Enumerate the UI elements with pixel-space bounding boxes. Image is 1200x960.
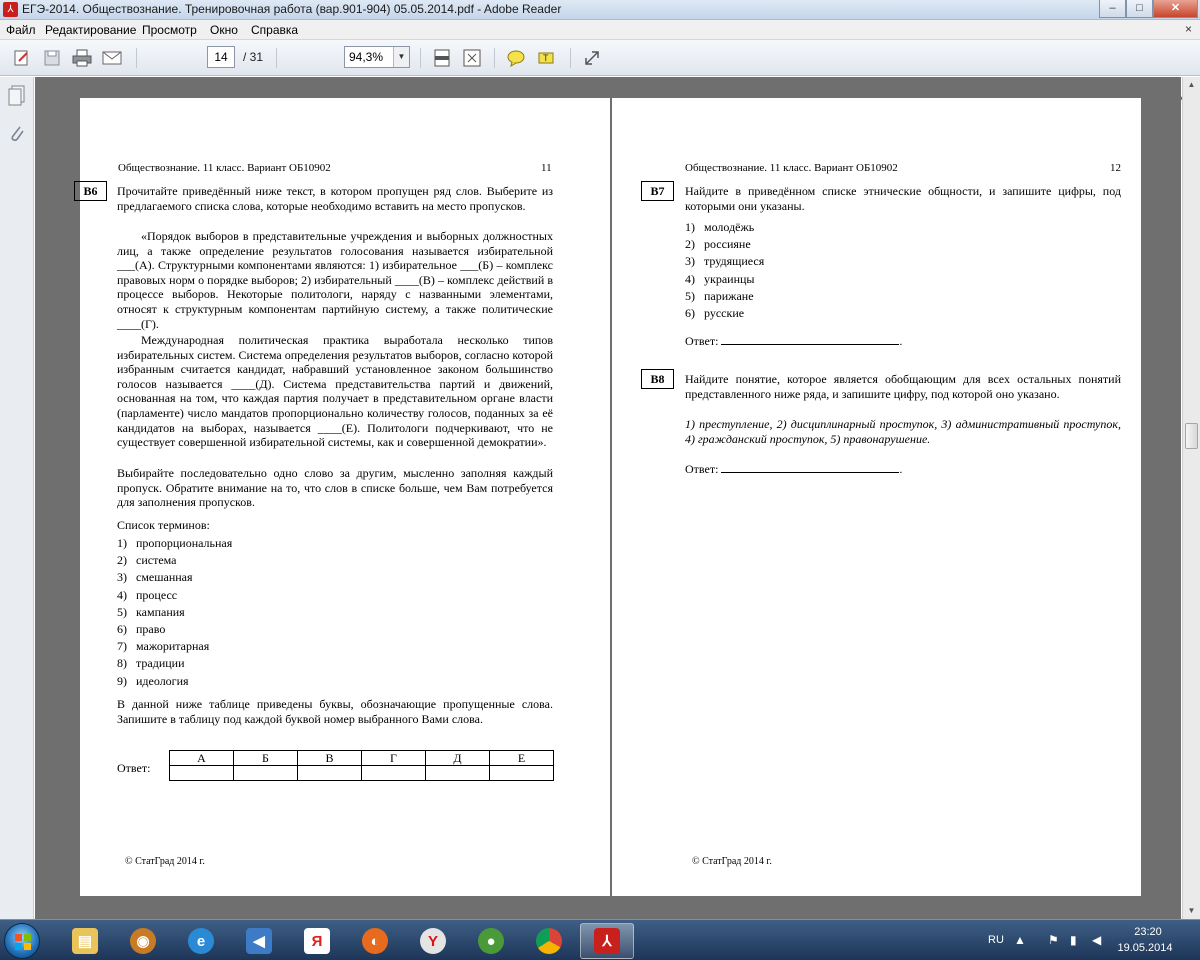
table-header-v: В — [298, 751, 362, 766]
email-icon[interactable] — [100, 47, 124, 69]
pdf-icon: ⅄ — [3, 2, 18, 17]
close-button[interactable]: ✕ — [1153, 0, 1198, 18]
page-footer: © СтатГрад 2014 г. — [692, 856, 772, 867]
list-item: 9) идеология — [117, 673, 189, 688]
chrome-icon — [536, 928, 562, 954]
network-icon[interactable]: ▮ — [1070, 933, 1077, 947]
table-cell — [170, 766, 234, 781]
table-cell — [426, 766, 490, 781]
yandex-icon: Я — [304, 928, 330, 954]
zoom-select[interactable] — [344, 46, 410, 68]
list-item: 3) смешанная — [117, 570, 193, 585]
answer-label: Ответ: — [685, 462, 719, 476]
answer-table — [169, 750, 554, 781]
taskbar-pinball[interactable] — [464, 923, 518, 959]
highlight-icon[interactable] — [534, 47, 558, 69]
pdf-page-11 — [80, 98, 610, 896]
fit-page-icon[interactable] — [460, 47, 484, 69]
svg-text:T: T — [543, 53, 549, 63]
list-item: 6) русские — [685, 306, 745, 321]
task-label-b8: В8 — [641, 369, 674, 389]
start-button[interactable] — [4, 923, 40, 959]
page-total: / 31 — [243, 50, 264, 64]
flag-icon[interactable]: ⚑ — [1048, 933, 1059, 947]
taskbar-eye-app[interactable] — [116, 923, 170, 959]
scroll-down-icon[interactable]: ▼ — [1187, 906, 1196, 915]
table-header-b: Б — [234, 751, 298, 766]
taskbar-yandex[interactable] — [290, 923, 344, 959]
answer-label: Ответ: — [117, 761, 151, 775]
task-label-b7: В7 — [641, 181, 674, 201]
list-item: 7) мажоритарная — [117, 639, 210, 654]
b8-options: 1) преступление, 2) дисциплинарный проступок, 3) административный проступок, 4) гражданский проступок, 5) правонарушение. — [685, 417, 1121, 446]
minimize-button[interactable]: – — [1099, 0, 1126, 18]
b8-answer: Ответ: . — [685, 462, 903, 476]
task-paragraph-2: Международная политическая практика выработала несколько типов избирательных систем. Система определения результатов выборов, согласно которой избранным считается кандидат, набравший установленное законом большинство голосов называется ____(Д). Система представительства партий и движений, основанная на том, что каждая партия получает в представительном органе власти (парламенте) число мандатов пропорционально количеству голосов, поданных за её кандидатов на выборах, называется ____(Е). Политологи подчеркивают, что не существует совершенной избирательной системы, как и совершенной демократии». — [117, 333, 553, 450]
windows-logo-icon — [15, 934, 31, 950]
b7-answer: Ответ: . — [685, 334, 903, 348]
clock-time[interactable]: 23:20 — [1134, 926, 1162, 938]
task-paragraph-1: «Порядок выборов в представительные учреждения и выборных должностных лиц, а также определение результатов голосования называется избирательной ___(А). Структурными компонентами являются: 1) избирательное ___(Б) – комплекс правовых норм о порядке выборов; 2) избирательный ____(В) – комплекс действий в процессе выборов. Некоторые политологи, наряду с названными элементами, относят к структурным компонентам партийную систему, а также политические ____(Г). — [117, 229, 553, 331]
list-item: 4) процесс — [117, 587, 178, 602]
taskbar — [0, 919, 1200, 960]
task-intro: Прочитайте приведённый ниже текст, в котором пропущен ряд слов. Выберите из предлагаемого списка слова, которые необходимо вставить на место пропусков. — [117, 184, 553, 213]
close-document-icon[interactable]: × — [1184, 22, 1192, 36]
taskbar-adobe-reader[interactable] — [580, 923, 634, 959]
page-number: 12 — [1110, 162, 1121, 174]
list-item: 5) парижане — [685, 288, 754, 303]
page-number-input[interactable]: 14 — [207, 46, 235, 68]
table-header-g: Г — [362, 751, 426, 766]
taskbar-firefox[interactable] — [348, 923, 402, 959]
table-cell — [234, 766, 298, 781]
list-item: 1) пропорциональная — [117, 536, 233, 550]
page-header: Обществознание. 11 класс. Вариант ОБ10902 — [118, 162, 331, 174]
menu-window[interactable]: Окно — [210, 23, 238, 37]
scroll-up-icon[interactable]: ▲ — [1187, 80, 1196, 89]
table-row — [170, 751, 554, 766]
save-icon[interactable] — [40, 47, 64, 69]
system-tray — [980, 920, 1200, 960]
answer-line — [721, 334, 899, 345]
menu-help[interactable]: Справка — [251, 23, 299, 37]
pdf-icon: ⅄ — [594, 928, 620, 954]
yandex-browser-icon: Y — [420, 928, 446, 954]
terms-title: Список терминов: — [117, 518, 210, 532]
b8-text: Найдите понятие, которое является обобщающим для всех остальных понятий представленного ниже ряда, и запишите цифру, под которой оно указано. — [685, 372, 1121, 401]
toolbar — [0, 40, 1200, 76]
list-item: 4) украинцы — [685, 271, 755, 286]
page-thumbnails-icon[interactable] — [8, 85, 26, 107]
expand-icon[interactable] — [580, 47, 604, 69]
fit-width-icon[interactable] — [430, 47, 454, 69]
document-area — [35, 77, 1181, 919]
volume-icon[interactable]: ◀ — [1092, 933, 1102, 947]
table-cell — [362, 766, 426, 781]
maximize-button[interactable]: □ — [1126, 0, 1153, 18]
b7-text: Найдите в приведённом списке этнические общности, и запишите цифры, под которыми они указаны. — [685, 184, 1121, 213]
table-cell — [298, 766, 362, 781]
clock-date[interactable]: 19.05.2014 — [1117, 942, 1173, 954]
scroll-thumb[interactable] — [1185, 423, 1198, 449]
zoom-value: 94,3% — [349, 50, 384, 64]
create-pdf-icon[interactable] — [10, 47, 34, 69]
firefox-icon: ◐ — [362, 928, 388, 954]
taskbar-chrome[interactable] — [522, 923, 576, 959]
table-cell — [490, 766, 554, 781]
list-item: 2) россияне — [685, 237, 751, 252]
menu-view[interactable]: Просмотр — [142, 23, 197, 37]
terms-list — [117, 535, 417, 690]
taskbar-yandex-browser[interactable] — [406, 923, 460, 959]
task-instruction: Выбирайте последовательно одно слово за другим, мысленно заполняя каждый пропуск. Обратите внимание на то, что слов в списке больше, чем Вам потребуется для заполнения пропусков. — [117, 466, 553, 510]
list-item: 8) традиции — [117, 656, 185, 671]
navigation-pane — [0, 77, 34, 919]
tray-arrow-icon[interactable]: ▲ — [1014, 933, 1026, 947]
task-label-b6: В6 — [74, 181, 107, 201]
window-title: ЕГЭ-2014. Обществознание. Тренировочная работа (вар.901-904) 05.05.2014.pdf - Adobe Reader — [22, 2, 562, 16]
list-item: 2) система — [117, 553, 177, 568]
list-item: 1) молодёжь — [685, 220, 755, 234]
globe-icon: e — [188, 928, 214, 954]
comment-note-icon[interactable] — [504, 47, 528, 69]
page-header: Обществознание. 11 класс. Вариант ОБ10902 — [685, 162, 898, 174]
answer-label: Ответ: — [685, 334, 719, 348]
title-bar — [0, 0, 1200, 20]
folder-icon: ▤ — [72, 928, 98, 954]
eye-icon: ◉ — [130, 928, 156, 954]
answer-line — [721, 462, 899, 473]
taskbar-ie[interactable] — [174, 923, 228, 959]
speaker-icon: ◀ — [246, 928, 272, 954]
vertical-scrollbar[interactable] — [1182, 77, 1200, 919]
table-header-a: А — [170, 751, 234, 766]
page-number: 11 — [541, 162, 552, 174]
ball-icon: ● — [478, 928, 504, 954]
pdf-page-12 — [612, 98, 1141, 896]
table-header-e: Е — [490, 751, 554, 766]
list-item: 3) трудящиеся — [685, 254, 765, 269]
page-footer: © СтатГрад 2014 г. — [125, 856, 205, 867]
table-row — [170, 766, 554, 781]
list-item: 5) кампания — [117, 604, 185, 619]
taskbar-media[interactable] — [232, 923, 286, 959]
chevron-down-icon[interactable]: ▼ — [393, 47, 409, 67]
taskbar-explorer[interactable] — [58, 923, 112, 959]
attachments-icon[interactable] — [8, 123, 26, 145]
print-icon[interactable] — [70, 47, 94, 69]
table-header-d: Д — [426, 751, 490, 766]
language-indicator[interactable]: RU — [988, 934, 1004, 946]
menu-bar — [0, 20, 1200, 40]
menu-edit[interactable]: Редактирование — [45, 23, 137, 37]
b7-list — [685, 219, 985, 322]
menu-file[interactable]: Файл — [6, 23, 36, 37]
table-instruction: В данной ниже таблице приведены буквы, обозначающие пропущенные слова. Запишите в таблицу под каждой буквой номер выбранного Вами слова. — [117, 697, 553, 726]
list-item: 6) право — [117, 622, 166, 637]
